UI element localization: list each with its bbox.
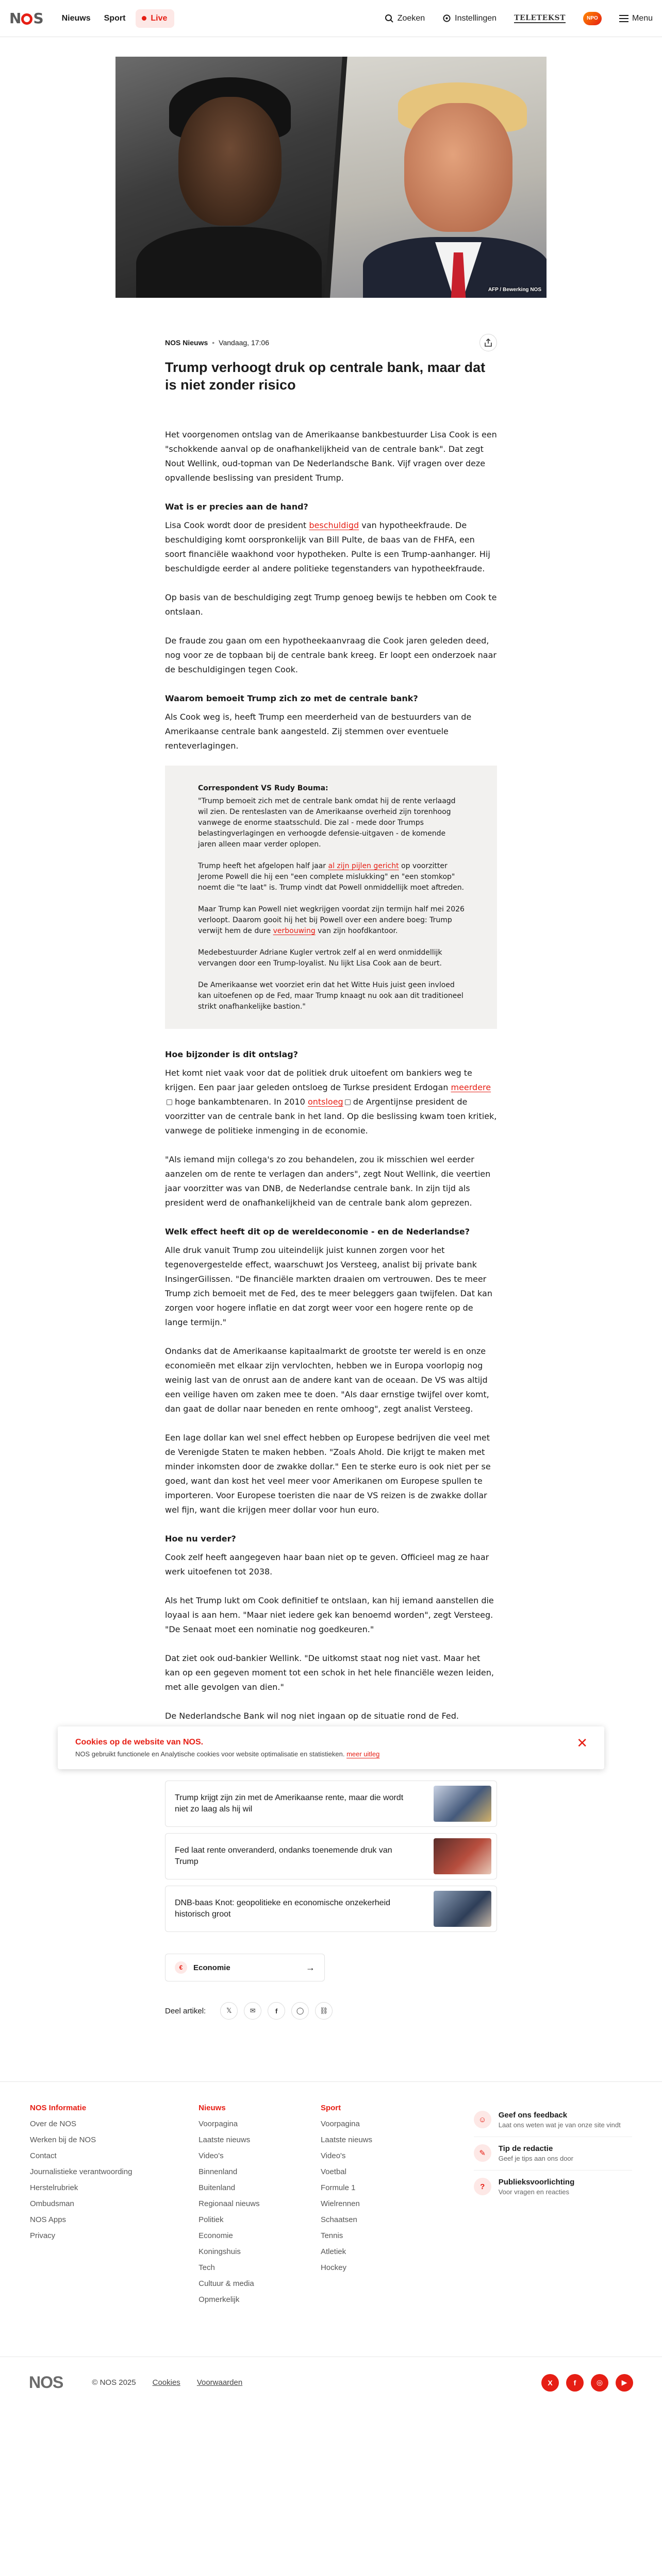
card-text xyxy=(499,2111,621,2129)
footer-link[interactable]: Herstelrubriek xyxy=(30,2183,78,2192)
topic-tag-label: Economie xyxy=(193,1963,230,1972)
footer-link[interactable]: Laatste nieuws xyxy=(320,2136,373,2144)
footer-contact-cards xyxy=(474,2104,632,2311)
section-heading: Waarom bemoeit Trump zich zo met de centrale bank? xyxy=(165,693,418,703)
correspondent-box xyxy=(165,766,497,1029)
lightbulb-icon: ✎ xyxy=(474,2144,491,2162)
section-heading: Hoe nu verder? xyxy=(165,1534,236,1544)
footer-link[interactable]: Binnenland xyxy=(198,2167,238,2176)
facebook-icon: f xyxy=(275,2007,278,2015)
teletekst-link[interactable]: TELETEKST xyxy=(514,13,566,22)
feedback-icon: ☺ xyxy=(474,2111,491,2128)
terms-link[interactable]: Voorwaarden xyxy=(196,2378,243,2387)
settings-label: Instellingen xyxy=(455,13,497,23)
youtube-social-icon[interactable]: ▶ xyxy=(616,2374,633,2392)
footer-heading: Nieuws xyxy=(198,2104,226,2112)
hero-face-left xyxy=(178,97,282,226)
hero-image xyxy=(115,57,547,298)
paragraph: Als het Trump lukt om Cook definitief te ontslaan, kan hij iemand aanstellen die loyaal is aan hem. "Maar niet iedere gek kan benoemd worden", zegt Versteeg. "De Senaat moet een nominatie nog goedkeuren." xyxy=(165,1596,494,1634)
footer-link[interactable]: Video's xyxy=(320,2151,346,2160)
share-facebook-button[interactable] xyxy=(268,2002,285,2020)
publieksvoorlichting-card[interactable] xyxy=(474,2171,632,2204)
question-icon: ? xyxy=(474,2178,491,2195)
related-thumbnail xyxy=(434,1838,491,1874)
related-title: DNB-baas Knot: geopolitieke en economische onzekerheid historisch groot xyxy=(175,1899,391,1919)
paragraph-text: hoge bankambtenaren. In 2010 xyxy=(172,1097,308,1107)
footer-col-info xyxy=(30,2104,198,2311)
footer-link[interactable]: NOS Apps xyxy=(30,2215,67,2224)
paragraph-text: de Argentijnse president de voorzitter van de centrale bank in het land. Op die beslissing kwam toen kritiek, vanwege de politieke inmenging in de economie. xyxy=(165,1097,497,1136)
facebook-social-icon[interactable]: f xyxy=(566,2374,584,2392)
article-body xyxy=(165,428,497,1721)
footer-link[interactable]: Voorpagina xyxy=(198,2120,238,2128)
header-actions xyxy=(385,12,653,25)
related-thumbnail xyxy=(434,1891,491,1927)
card-subtitle: Geef je tips aan ons door xyxy=(498,2155,573,2162)
share-button[interactable] xyxy=(479,334,497,351)
box-heading: Correspondent VS Rudy Bouma: xyxy=(198,784,328,792)
article xyxy=(165,334,497,1721)
footer-link[interactable]: Opmerkelijk xyxy=(198,2295,240,2304)
cookie-title: Cookies op de website van NOS. xyxy=(75,1738,204,1747)
nav-live[interactable] xyxy=(136,9,174,28)
x-social-icon[interactable]: X xyxy=(541,2374,559,2392)
paragraph: Op basis van de beschuldiging zegt Trump genoeg bewijs te hebben om Cook te ontslaan. xyxy=(165,592,497,617)
card-text xyxy=(499,2144,573,2163)
external-link[interactable]: meerdere xyxy=(451,1082,491,1092)
link-icon: ⛓ xyxy=(319,2007,328,2014)
share-label: Deel artikel: xyxy=(165,2006,206,2015)
paragraph: Alle druk vanuit Trump zou uiteindelijk juist kunnen zorgen voor het tegenovergestelde effect, waarschuwt Jos Versteeg, analist bij private bank InsingerGilissen. "De financiële markten draaien om vertrouwen. Des te meer Trump zich bemoeit met de Fed, des te meer beleggers gaan twijfelen. Dat kan zorgen voor hogere inflatie en dat zorgt weer voor een hogere rente op de lange termijn." xyxy=(165,1245,492,1327)
inline-link[interactable]: beschuldigd xyxy=(309,520,359,530)
paragraph: Ondanks dat de Amerikaanse kapitaalmarkt de grootste ter wereld is en onze economieën met elkaar zijn vervlochten, hebben we in Europa voorlopig nog weinig last van de onrust aan de andere kant van de oceaan. De VS was altijd een veilige haven om zaken mee te doen. "Als daar ernstige twijfel over komt, dan gaat de dollar naar beneden en rente omhoog", zegt analist Versteeg. xyxy=(165,1346,489,1414)
paragraph: De Nederlandsche Bank wil nog niet ingaan op de situatie rond de Fed. xyxy=(165,1711,459,1721)
footer-link[interactable]: Schaatsen xyxy=(320,2215,357,2224)
hamburger-icon xyxy=(619,15,628,22)
footer-link[interactable]: Wielrennen xyxy=(320,2199,360,2208)
search-label: Zoeken xyxy=(397,13,425,23)
bottom-bar xyxy=(0,2357,662,2408)
related-item[interactable] xyxy=(165,1833,497,1879)
box-text: Trump heeft het afgelopen half jaar xyxy=(198,862,328,870)
box-paragraph: Medebestuurder Adriane Kugler vertrok zelf al en werd onmiddellijk vervangen door een Trump-loyalist. Nu lijkt Lisa Cook aan de beurt. xyxy=(198,948,442,968)
footer-link[interactable]: Voorpagina xyxy=(320,2120,360,2128)
nav-sport[interactable]: Sport xyxy=(104,13,126,23)
article-title: Trump verhoogt druk op centrale bank, maar dat is niet zonder risico xyxy=(165,360,486,393)
footer-link[interactable]: Cultuur & media xyxy=(198,2279,254,2288)
instagram-social-icon[interactable]: ◎ xyxy=(591,2374,608,2392)
box-paragraph xyxy=(198,904,465,937)
box-text: van zijn hoofdkantoor. xyxy=(315,927,398,935)
paragraph-text: van hypotheekfraude. De beschuldiging komt oorspronkelijk van Bill Pulte, de baas van de FHFA, een soort financiële waakhond voor hypotheken. Pulte is een Trump-aanhanger. Hij beschuldigde eerder al andere politieke tegenstanders van hypotheekfraude. xyxy=(165,520,490,573)
tip-card[interactable] xyxy=(474,2137,632,2171)
footer-link[interactable]: Voetbal xyxy=(320,2167,346,2176)
section-heading: Wat is er precies aan de hand? xyxy=(165,502,308,512)
footer-link[interactable]: Privacy xyxy=(30,2231,56,2240)
copyright: © NOS 2025 xyxy=(92,2378,136,2387)
footer-link[interactable]: Contact xyxy=(30,2151,57,2160)
menu-button[interactable] xyxy=(619,14,653,23)
footer-link[interactable]: Koningshuis xyxy=(198,2247,241,2256)
related-item[interactable] xyxy=(165,1886,497,1932)
euro-icon: € xyxy=(175,1961,187,1974)
related-item[interactable] xyxy=(165,1781,497,1827)
gear-icon xyxy=(442,14,451,23)
copy-link-button[interactable] xyxy=(315,2002,333,2020)
footer-heading: NOS Informatie xyxy=(30,2104,87,2112)
share-icon xyxy=(485,338,492,347)
related-articles xyxy=(165,1781,497,2020)
related-title: Trump krijgt zijn zin met de Amerikaanse rente, maar die wordt niet zo laag als hij wil xyxy=(175,1793,404,1814)
inline-link[interactable]: verbouwing xyxy=(273,927,316,935)
footer-heading: Sport xyxy=(320,2104,341,2112)
paragraph: Dat ziet ook oud-bankier Wellink. "De uitkomst staat nog niet vast. Maar het kan op een gegeven moment tot een schok in het hele financiële wezen leiden, met alle gevolgen van dien." xyxy=(165,1653,494,1692)
photo-credit: AFP / Bewerking NOS xyxy=(488,287,541,293)
cookie-banner xyxy=(58,1726,604,1769)
article-meta xyxy=(165,338,269,347)
card-subtitle: Laat ons weten wat je van onze site vindt xyxy=(498,2121,621,2129)
footer-link[interactable]: Regionaal nieuws xyxy=(198,2199,260,2208)
box-paragraph xyxy=(198,861,465,893)
box-text: op voorzitter Jerome Powell die hij een "een complete mislukking" en "een stomkop" noemt die "te laat" is. Trump vindt dat Powell onmiddellijk moet aftreden. xyxy=(198,862,465,892)
footer-link[interactable]: Ombudsman xyxy=(30,2199,74,2208)
inline-link[interactable]: al zijn pijlen gericht xyxy=(328,862,399,870)
card-title: Geef ons feedback xyxy=(498,2111,568,2120)
box-paragraph: "Trump bemoeit zich met de centrale bank omdat hij de rente verlaagd wil zien. De renteslasten van de Amerikaanse overheid zijn torenhoog vanwege de enorme staatsschuld. Die zal - mede door Trumps belastingverlagingen en verhoogde defensie-uitgaven - de komende jaren alleen maar verder oplopen. xyxy=(198,797,456,849)
footer-link[interactable]: Over de NOS xyxy=(30,2120,77,2128)
menu-label: Menu xyxy=(632,13,653,23)
x-icon: 𝕏 xyxy=(226,2007,232,2014)
footer-link[interactable]: Laatste nieuws xyxy=(198,2136,251,2144)
social-links xyxy=(541,2374,633,2392)
paragraph: Als Cook weg is, heeft Trump een meerderheid van de bestuurders van de Amerikaanse centrale bank aangesteld. Zij stemmen over eventuele renteverlagingen. xyxy=(165,712,472,751)
footer-link[interactable]: Hockey xyxy=(320,2263,346,2272)
footer-nos-logo[interactable]: NOS xyxy=(29,2373,63,2392)
arrow-right-icon: → xyxy=(306,1962,315,1973)
footer-link[interactable]: Economie xyxy=(198,2231,233,2240)
topic-tag-left xyxy=(175,1961,230,1974)
share-row xyxy=(165,2002,497,2020)
section-heading: Welk effect heeft dit op de wereldeconomie - en de Nederlandse? xyxy=(165,1227,470,1236)
site-footer xyxy=(0,2081,662,2311)
footer-link[interactable]: Politiek xyxy=(198,2215,224,2224)
article-intro: Het voorgenomen ontslag van de Amerikaanse bankbestuurder Lisa Cook is een "schokkende aanval op de onafhankelijkheid van de centrale bank". Dat zegt Nout Wellink, oud-topman van De Nederlandsche Bank. Vijf vragen over deze opvallende beslissing van president Trump. xyxy=(165,430,497,483)
share-x-button[interactable] xyxy=(220,2002,238,2020)
cookies-link[interactable]: Cookies xyxy=(152,2378,180,2387)
settings-button[interactable] xyxy=(442,14,496,23)
share-whatsapp-button[interactable] xyxy=(291,2002,309,2020)
article-date: Vandaag, 17:06 xyxy=(219,338,269,347)
footer-link[interactable]: Formule 1 xyxy=(320,2183,356,2192)
external-link[interactable]: ontsloeg xyxy=(307,1097,343,1107)
footer-col-nieuws xyxy=(198,2104,321,2311)
live-label: Live xyxy=(151,13,168,23)
footer-link[interactable]: Werken bij de NOS xyxy=(30,2136,96,2144)
hero-face-right xyxy=(404,103,512,232)
nos-logo[interactable]: N S xyxy=(9,10,43,27)
footer-link[interactable]: Journalistieke verantwoording xyxy=(30,2167,133,2176)
footer-link[interactable]: Video's xyxy=(198,2151,224,2160)
external-link-icon xyxy=(345,1099,351,1105)
section-heading: Hoe bijzonder is dit ontslag? xyxy=(165,1049,298,1059)
close-icon[interactable]: ✕ xyxy=(576,1736,588,1751)
article-source: NOS Nieuws xyxy=(165,338,208,347)
external-link-icon xyxy=(167,1099,172,1105)
card-title: Tip de redactie xyxy=(498,2144,553,2153)
npo-logo[interactable]: NPO xyxy=(583,12,602,25)
paragraph-text: Het komt niet vaak voor dat de politiek druk uitoefent om bankiers weg te krijgen. Een paar jaar geleden ontsloeg de Turkse president Erdogan xyxy=(165,1068,472,1092)
card-subtitle: Voor vragen en reacties xyxy=(498,2188,570,2196)
site-header xyxy=(0,0,662,37)
paragraph: Een lage dollar kan wel snel effect hebben op Europese bedrijven die veel met de Verenigde Staten te maken hebben. "Zoals Ahold. Die krijgt te maken met minder inkomsten door de zwakke dollar." Een te sterke euro is ook niet per se goed, want dan kost het veel meer voor Amerikanen om Europese spullen te importeren. Voor Europese toeristen die naar de VS reizen is de zwakke dollar wel fijn, want die krijgen meer dollar voor hun euro. xyxy=(165,1433,491,1515)
feedback-card[interactable] xyxy=(474,2104,632,2137)
related-thumbnail xyxy=(434,1786,491,1822)
paragraph: Cook zelf heeft aangegeven haar baan niet op te geven. Officieel mag ze haar werk uitoefenen tot 2038. xyxy=(165,1552,489,1577)
box-text: Maar Trump kan Powell niet wegkrijgen voordat zijn termijn half mei 2026 verloopt. Daarom gooit hij het bij Powell over een andere boeg: Trump verwijt hem de dure xyxy=(198,905,465,935)
whatsapp-icon: ◯ xyxy=(296,2007,304,2014)
search-icon xyxy=(385,14,394,23)
cookie-more-link[interactable]: meer uitleg xyxy=(346,1750,380,1758)
paragraph: De fraude zou gaan om een hypotheekaanvraag die Cook jaren geleden deed, nog voor ze de topbaan bij de centrale bank kreeg. Er loopt een onderzoek naar de beschuldigingen tegen Cook. xyxy=(165,636,496,674)
paragraph-text: Lisa Cook wordt door de president xyxy=(165,520,309,530)
card-text xyxy=(499,2178,575,2196)
paragraph xyxy=(165,1066,497,1138)
box-paragraph: De Amerikaanse wet voorziet erin dat het Witte Huis juist geen invloed kan uitoefenen op de Fed, maar Trump knaagt nu ook aan dit traditioneel strikt onafhankelijke bastion." xyxy=(198,981,464,1011)
main-nav xyxy=(59,9,175,28)
footer-col-sport xyxy=(321,2104,443,2311)
live-dot-icon xyxy=(142,16,146,21)
related-title: Fed laat rente onveranderd, ondanks toenemende druk van Trump xyxy=(175,1846,392,1866)
hero-body-left xyxy=(136,227,322,298)
paragraph: "Als iemand mijn collega's zo zou behandelen, zou ik misschien wel eerder aanzelen om de rente te verlagen dan anders", zegt Nout Wellink, die veertien jaar voorzitter was van DNB, de Nederlandse centrale bank. In zijn tijd als president werd de onafhankelijkheid van de centrale bank alom geprezen. xyxy=(165,1155,491,1208)
footer-link[interactable]: Atletiek xyxy=(320,2247,346,2256)
meta-separator: • xyxy=(212,338,215,347)
mail-icon: ✉ xyxy=(250,2007,256,2014)
cookie-text xyxy=(75,1750,587,1758)
footer-link[interactable]: Tech xyxy=(198,2263,215,2272)
hero-photo-left xyxy=(115,57,342,298)
share-email-button[interactable] xyxy=(244,2002,261,2020)
footer-link[interactable]: Tennis xyxy=(320,2231,343,2240)
cookie-body: NOS gebruikt functionele en Analytische cookies voor website optimalisatie en statistieken. xyxy=(75,1750,345,1758)
paragraph xyxy=(165,518,497,576)
search-button[interactable] xyxy=(385,14,425,23)
nav-nieuws[interactable]: Nieuws xyxy=(61,13,91,23)
card-title: Publieksvoorlichting xyxy=(498,2178,575,2187)
footer-link[interactable]: Buitenland xyxy=(198,2183,236,2192)
article-meta-row xyxy=(165,334,497,351)
bottom-meta xyxy=(92,2378,242,2387)
topic-tag-economie[interactable] xyxy=(165,1954,325,1981)
